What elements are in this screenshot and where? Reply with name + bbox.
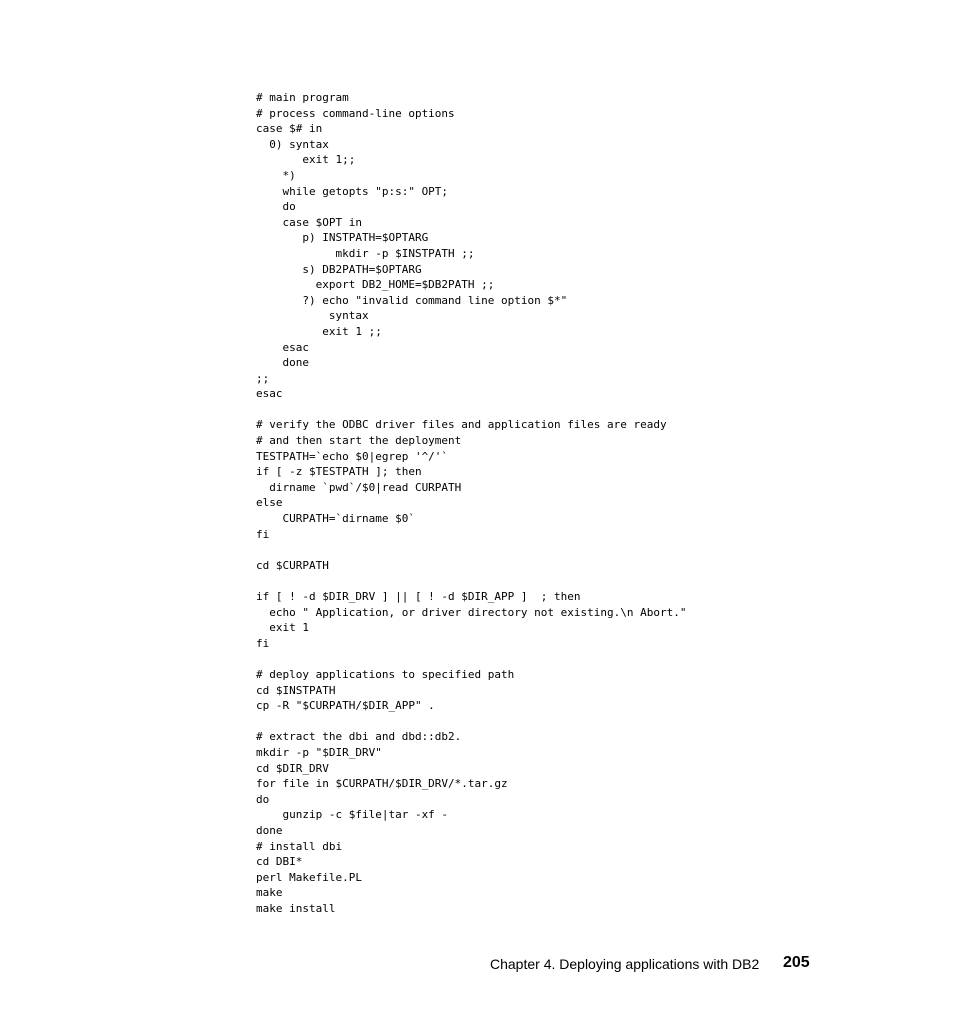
code-line: mkdir -p $INSTPATH ;; bbox=[256, 246, 475, 260]
code-line: echo " Application, or driver directory not existing.\n Abort." bbox=[256, 605, 687, 619]
code-line bbox=[256, 402, 686, 418]
code-line: fi bbox=[256, 527, 270, 541]
code-line: # verify the ODBC driver files and application files are ready bbox=[256, 418, 667, 432]
code-line: while getopts "p:s:" OPT; bbox=[256, 184, 449, 198]
code-line: esac bbox=[256, 340, 309, 354]
code-line bbox=[256, 573, 686, 589]
page-number: 205 bbox=[783, 954, 810, 971]
code-line: cp -R "$CURPATH/$DIR_APP" . bbox=[256, 699, 435, 713]
code-line bbox=[256, 542, 686, 558]
code-line: for file in $CURPATH/$DIR_DRV/*.tar.gz bbox=[256, 777, 508, 791]
code-line: # process command-line options bbox=[256, 106, 455, 120]
code-line: make bbox=[256, 886, 283, 900]
code-line: CURPATH=`dirname $0` bbox=[256, 512, 415, 526]
code-line: cd $CURPATH bbox=[256, 558, 329, 572]
code-line: syntax bbox=[256, 309, 369, 323]
code-line: ?) echo "invalid command line option $*" bbox=[256, 293, 568, 307]
code-line: done bbox=[256, 356, 309, 370]
code-line: do bbox=[256, 792, 270, 806]
code-line: exit 1 bbox=[256, 621, 309, 635]
code-listing bbox=[256, 90, 686, 916]
code-line: gunzip -c $file|tar -xf - bbox=[256, 808, 449, 822]
code-line: cd $INSTPATH bbox=[256, 683, 336, 697]
code-line: fi bbox=[256, 636, 270, 650]
code-line: perl Makefile.PL bbox=[256, 870, 362, 884]
code-line: esac bbox=[256, 387, 283, 401]
code-line: cd DBI* bbox=[256, 855, 303, 869]
code-line: case $# in bbox=[256, 122, 323, 136]
code-line: ;; bbox=[256, 371, 270, 385]
code-line: make install bbox=[256, 901, 336, 915]
code-line: # main program bbox=[256, 91, 349, 104]
code-line: s) DB2PATH=$OPTARG bbox=[256, 262, 422, 276]
code-line: p) INSTPATH=$OPTARG bbox=[256, 231, 429, 245]
code-line: else bbox=[256, 496, 283, 510]
code-line: 0) syntax bbox=[256, 137, 329, 151]
code-line: mkdir -p "$DIR_DRV" bbox=[256, 745, 382, 759]
code-line bbox=[256, 651, 686, 667]
code-line: export DB2_HOME=$DB2PATH ;; bbox=[256, 278, 495, 292]
code-line: exit 1 ;; bbox=[256, 324, 382, 338]
code-line: cd $DIR_DRV bbox=[256, 761, 329, 775]
code-line: # and then start the deployment bbox=[256, 434, 462, 448]
code-line: TESTPATH=`echo $0|egrep '^/'` bbox=[256, 449, 449, 463]
code-line: done bbox=[256, 823, 283, 837]
code-line: exit 1;; bbox=[256, 153, 356, 167]
code-line: # install dbi bbox=[256, 839, 343, 853]
code-line: dirname `pwd`/$0|read CURPATH bbox=[256, 480, 462, 494]
code-line: do bbox=[256, 200, 296, 214]
code-line: *) bbox=[256, 168, 296, 182]
chapter-title: Chapter 4. Deploying applications with DB2 bbox=[490, 956, 760, 972]
code-line: if [ ! -d $DIR_DRV ] || [ ! -d $DIR_APP ] ; then bbox=[256, 590, 581, 603]
code-line: if [ -z $TESTPATH ]; then bbox=[256, 465, 422, 479]
code-line bbox=[256, 714, 686, 730]
code-line: # extract the dbi and dbd::db2. bbox=[256, 730, 462, 744]
code-line: # deploy applications to specified path bbox=[256, 667, 515, 681]
code-line: case $OPT in bbox=[256, 215, 362, 229]
